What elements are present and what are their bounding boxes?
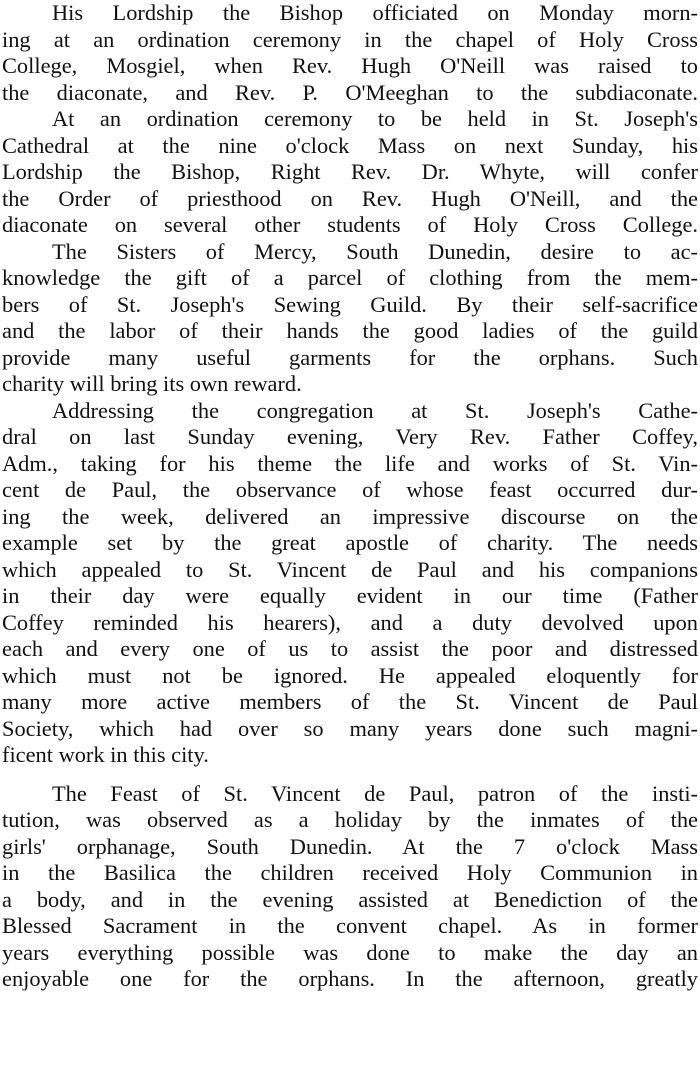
text-line: charity will bring its own reward. — [2, 371, 302, 396]
text-line: in their day were equally evident in our time (Father — [2, 583, 698, 608]
text-line: knowledge the gift of a parcel of clothing from the mem- — [2, 265, 698, 290]
text-line: dral on last Sunday evening, Very Rev. Father Coffey, — [2, 424, 698, 449]
text-line: years everything possible was done to make the day an — [2, 939, 698, 965]
text-line: a body, and in the evening assisted at Benediction of the — [2, 886, 698, 912]
text-line: The Sisters of Mercy, South Dunedin, desire to ac- — [52, 238, 698, 264]
text-line: Society, which had over so many years done such magni- — [2, 715, 698, 741]
text-line: Adm., taking for his theme the life and works of St. Vin- — [2, 450, 698, 476]
text-line: Blessed Sacrament in the convent chapel. As in former — [2, 913, 698, 938]
text-line: which appealed to St. Vincent de Paul and his companions — [2, 556, 698, 582]
text-line: tution, was observed as a holiday by the inmates of the — [2, 807, 698, 832]
text-line: the diaconate, and Rev. P. O'Meeghan to the subdiaconate. — [2, 79, 698, 105]
paragraph-ordination-cathedral — [2, 106, 698, 239]
newspaper-column — [2, 0, 698, 993]
text-line: which must not be ignored. He appealed eloquently for — [2, 662, 698, 688]
text-line: example set by the great apostle of charity. The needs — [2, 530, 698, 555]
text-line: ing at an ordination ceremony in the chapel of Holy Cross — [2, 26, 698, 52]
text-line: College, Mosgiel, when Rev. Hugh O'Neill was raised to — [2, 53, 698, 78]
text-line: At an ordination ceremony to be held in St. Joseph's — [52, 106, 698, 131]
text-line: the Order of priesthood on Rev. Hugh O'Neill, and the — [2, 185, 698, 211]
paragraph-father-coffey-discourse — [2, 398, 698, 769]
text-line: Coffey reminded his hearers), and a duty devolved upon — [2, 609, 698, 635]
text-line: Cathedral at the nine o'clock Mass on next Sunday, his — [2, 132, 698, 158]
text-line: in the Basilica the children received Holy Communion in — [2, 860, 698, 885]
text-line: Lordship the Bishop, Right Rev. Dr. Whyte, will confer — [2, 159, 698, 184]
text-line: each and every one of us to assist the poor and distressed — [2, 636, 698, 661]
text-line: cent de Paul, the observance of whose feast occurred dur- — [2, 477, 698, 502]
text-line: diaconate on several other students of Holy Cross College. — [2, 212, 698, 237]
paragraph-ordination-mosgiel — [2, 0, 698, 106]
text-line: provide many useful garments for the orphans. Such — [2, 344, 698, 370]
text-line: ing the week, delivered an impressive discourse on the — [2, 503, 698, 529]
text-line: enjoyable one for the orphans. In the afternoon, greatly — [2, 966, 698, 991]
paragraph-sisters-of-mercy — [2, 239, 698, 398]
text-line: many more active members of the St. Vincent de Paul — [2, 689, 698, 714]
text-line: His Lordship the Bishop officiated on Monday morn- — [52, 0, 698, 25]
text-line: ficent work in this city. — [2, 742, 209, 767]
paragraph-feast-st-vincent — [2, 781, 698, 993]
text-line: girls' orphanage, South Dunedin. At the 7 o'clock Mass — [2, 833, 698, 859]
text-line: The Feast of St. Vincent de Paul, patron of the insti- — [52, 780, 698, 806]
text-line: and the labor of their hands the good ladies of the guild — [2, 318, 698, 343]
text-line: Addressing the congregation at St. Joseph's Cathe- — [52, 397, 698, 423]
text-line: bers of St. Joseph's Sewing Guild. By their self-sacrifice — [2, 291, 698, 317]
